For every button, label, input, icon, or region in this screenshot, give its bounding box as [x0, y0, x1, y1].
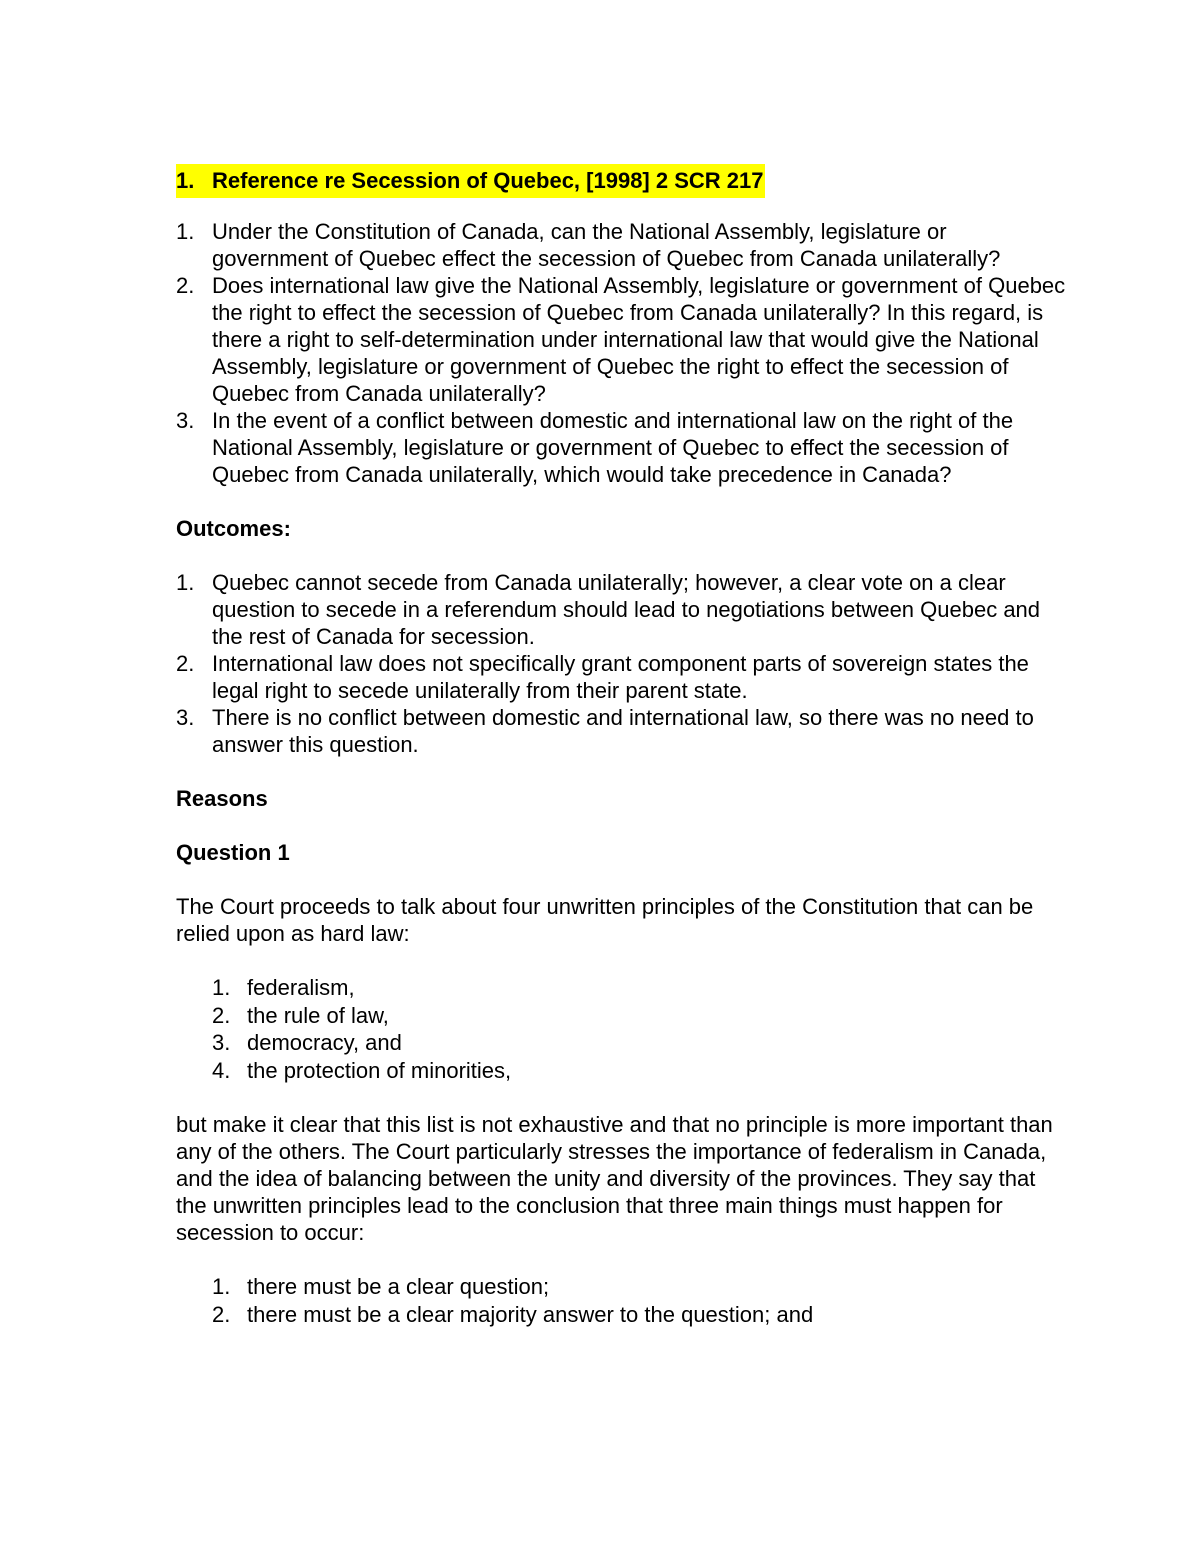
- outcome-text: Quebec cannot secede from Canada unilaterally; however, a clear vote on a clear question to secede in a referendum should lead to negotiations between Quebec and the rest of Canada for secession.: [212, 570, 1041, 649]
- list-item: [212, 1057, 1066, 1085]
- question-text: Does international law give the National Assembly, legislature or government of Quebec the right to effect the secession of Quebec from Canada unilaterally? In this regard, is there a right to self-determination under international law that would give the National Assembly, legislature or government of Quebec the right to effect the secession of Quebec from Canada unilaterally?: [212, 273, 1066, 406]
- list-item: [176, 569, 1066, 650]
- list-marker: 3.: [176, 408, 195, 433]
- question-text: In the event of a conflict between domestic and international law on the right of the National Assembly, legislature or government of Quebec to effect the secession of Quebec from Canada unilaterally, which would take precedence in Canada?: [212, 408, 1014, 487]
- list-item: [212, 1029, 1066, 1057]
- list-item: [212, 974, 1066, 1002]
- list-item: [212, 1273, 1066, 1301]
- list-marker: 2.: [212, 1301, 231, 1327]
- reasons-heading: Reasons: [176, 786, 268, 811]
- outcome-text: International law does not specifically grant component parts of sovereign states the legal right to secede unilaterally from their parent state.: [212, 651, 1029, 703]
- list-marker: 1.: [212, 1274, 231, 1299]
- outcomes-list: [176, 569, 1066, 758]
- list-item: [176, 218, 1066, 272]
- case-title-number: 1.: [176, 164, 212, 198]
- list-marker: 1.: [176, 219, 195, 244]
- list-item: [212, 1002, 1066, 1030]
- list-marker: 2.: [176, 273, 195, 298]
- list-item: [176, 704, 1066, 758]
- questions-list: [176, 218, 1066, 488]
- document-page: [176, 164, 1066, 1328]
- list-item: [212, 1301, 1066, 1329]
- list-marker: 2.: [176, 651, 195, 676]
- case-title-text: Reference re Secession of Quebec, [1998] 2 SCR 217: [212, 164, 765, 198]
- paragraph-balancing: but make it clear that this list is not exhaustive and that no principle is more important than any of the others. The Court particularly stresses the importance of federalism in Canada, and the idea of balancing between the unity and diversity of the provinces. They say that the unwritten principles lead to the conclusion that three main things must happen for secession to occur:: [176, 1112, 1053, 1245]
- list-item: [176, 650, 1066, 704]
- list-marker: 2.: [212, 1002, 231, 1028]
- principle-text: the rule of law,: [247, 1002, 389, 1028]
- question-text: Under the Constitution of Canada, can the National Assembly, legislature or government of Quebec effect the secession of Quebec from Canada unilaterally?: [212, 219, 1001, 271]
- list-item: [176, 272, 1066, 407]
- list-marker: 1.: [212, 975, 231, 1000]
- outcome-text: There is no conflict between domestic and international law, so there was no need to answer this question.: [212, 705, 1034, 757]
- list-marker: 1.: [176, 570, 195, 595]
- requirement-text: there must be a clear question;: [247, 1274, 550, 1299]
- outcomes-heading: Outcomes:: [176, 516, 291, 541]
- list-marker: 3.: [176, 705, 195, 730]
- question-1-heading: Question 1: [176, 840, 290, 865]
- paragraph-principles-intro: The Court proceeds to talk about four unwritten principles of the Constitution that can be relied upon as hard law:: [176, 894, 1034, 946]
- case-title: [176, 164, 1066, 198]
- list-item: [176, 407, 1066, 488]
- principles-list: [176, 974, 1066, 1084]
- list-marker: 3.: [212, 1030, 231, 1055]
- principle-text: the protection of minorities,: [247, 1057, 512, 1083]
- requirement-text: there must be a clear majority answer to the question; and: [247, 1301, 814, 1327]
- requirements-list: [176, 1273, 1066, 1328]
- principle-text: federalism,: [247, 975, 355, 1000]
- principle-text: democracy, and: [247, 1030, 402, 1055]
- list-marker: 4.: [212, 1057, 231, 1083]
